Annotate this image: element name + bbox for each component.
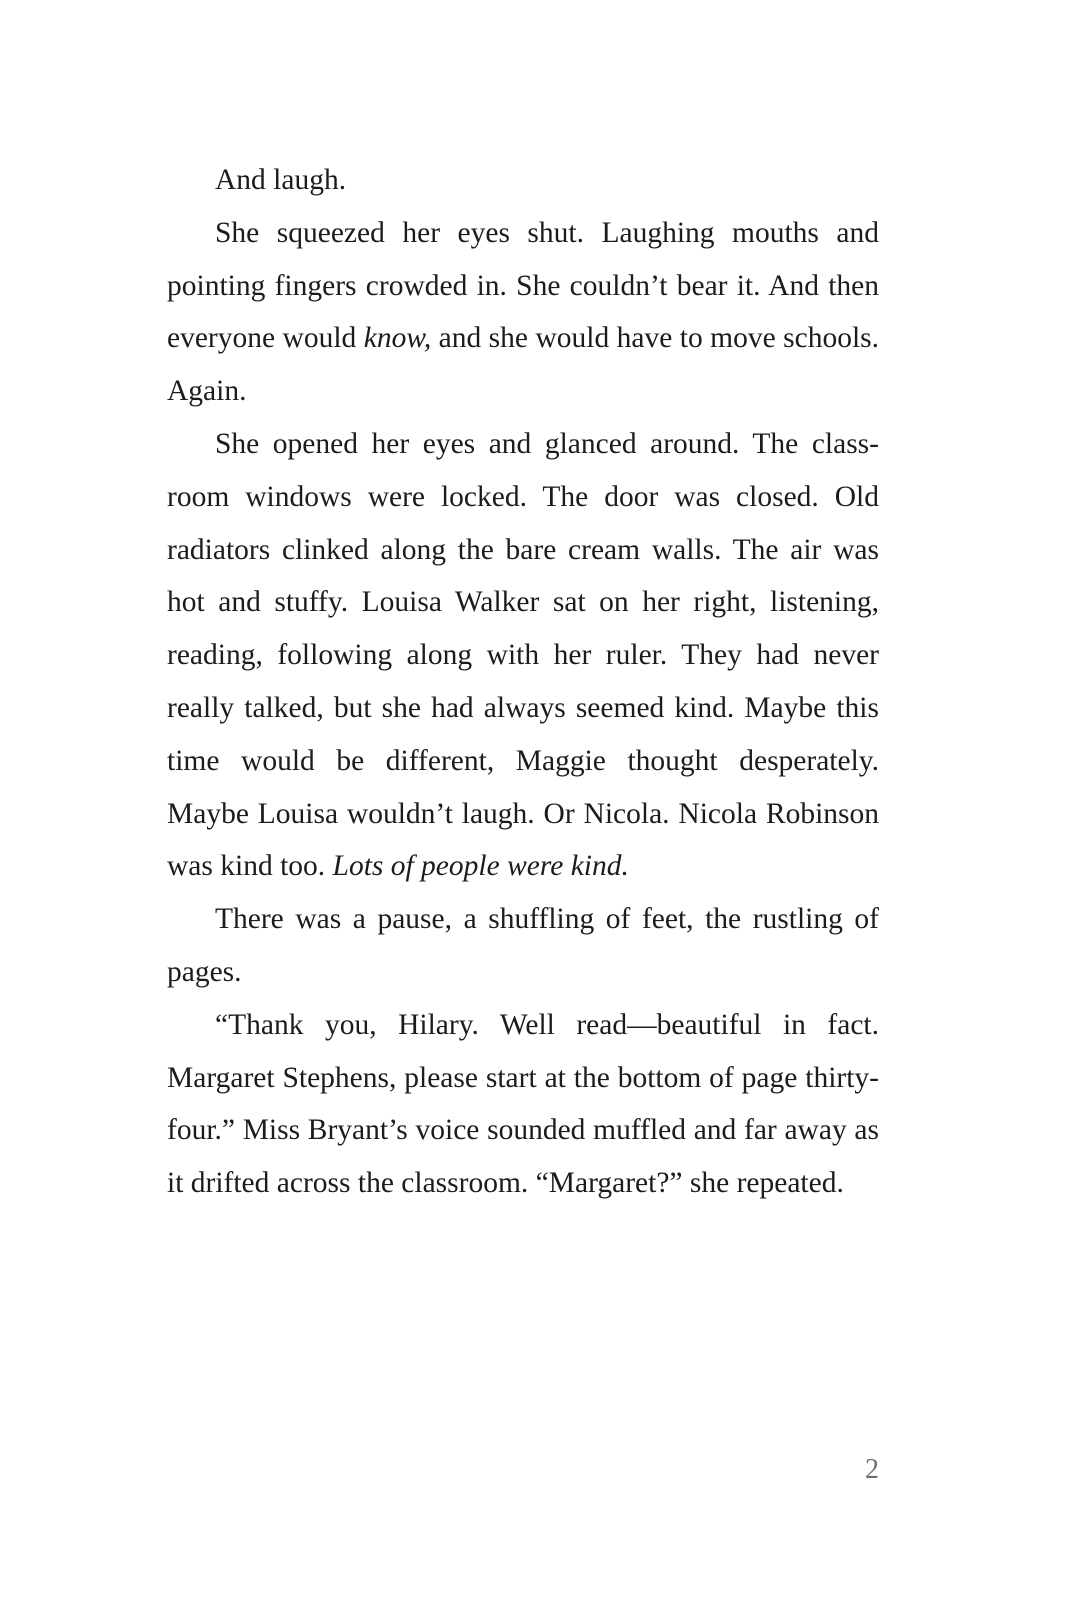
paragraph-1 (167, 154, 879, 207)
paragraph-text: “Thank you, Hilary. Well read—beautiful in fact. Margaret Stephens, please start at the bottom of page thirty-four.” Miss Bryant’s voice sounded muffled and far away as it drifted across the classroom. “Margaret?” she repeated. (167, 1008, 879, 1200)
paragraph-5 (167, 999, 879, 1210)
page-number: 2 (865, 1454, 879, 1485)
paragraph-4 (167, 893, 879, 999)
paragraph-text: and she would have to move schools. Again. (167, 322, 879, 408)
paragraph-text: She opened her eyes and glanced around. The class-room windows were locked. The door was closed. Old radiators clinked along the bare cream walls. The air was hot and stuffy. Louisa Walker sat on her right, listening, reading, following along with her ruler. They had never really talked, but she had always seemed kind. Maybe this time would be different, Maggie thought desperately. Maybe Louisa wouldn’t laugh. Or Nicola. Nicola Robinson was kind too. (167, 427, 879, 883)
paragraph-text: There was a pause, a shuffling of feet, the rustling of pages. (167, 903, 879, 988)
paragraph-2 (167, 207, 879, 313)
italic-emphasis: Lots of people were kind. (332, 850, 629, 883)
paragraph-3 (167, 418, 879, 893)
paragraph-text: And laugh. (215, 164, 347, 196)
paragraph-2-continued (167, 312, 879, 418)
paragraph-text: everyone would (167, 322, 364, 355)
body-text (167, 154, 879, 1210)
paragraph-text: She squeezed her eyes shut. Laughing mouths and pointing fingers crowded in. She couldn’t bear it. And then (167, 216, 879, 302)
italic-emphasis: know, (363, 322, 432, 355)
